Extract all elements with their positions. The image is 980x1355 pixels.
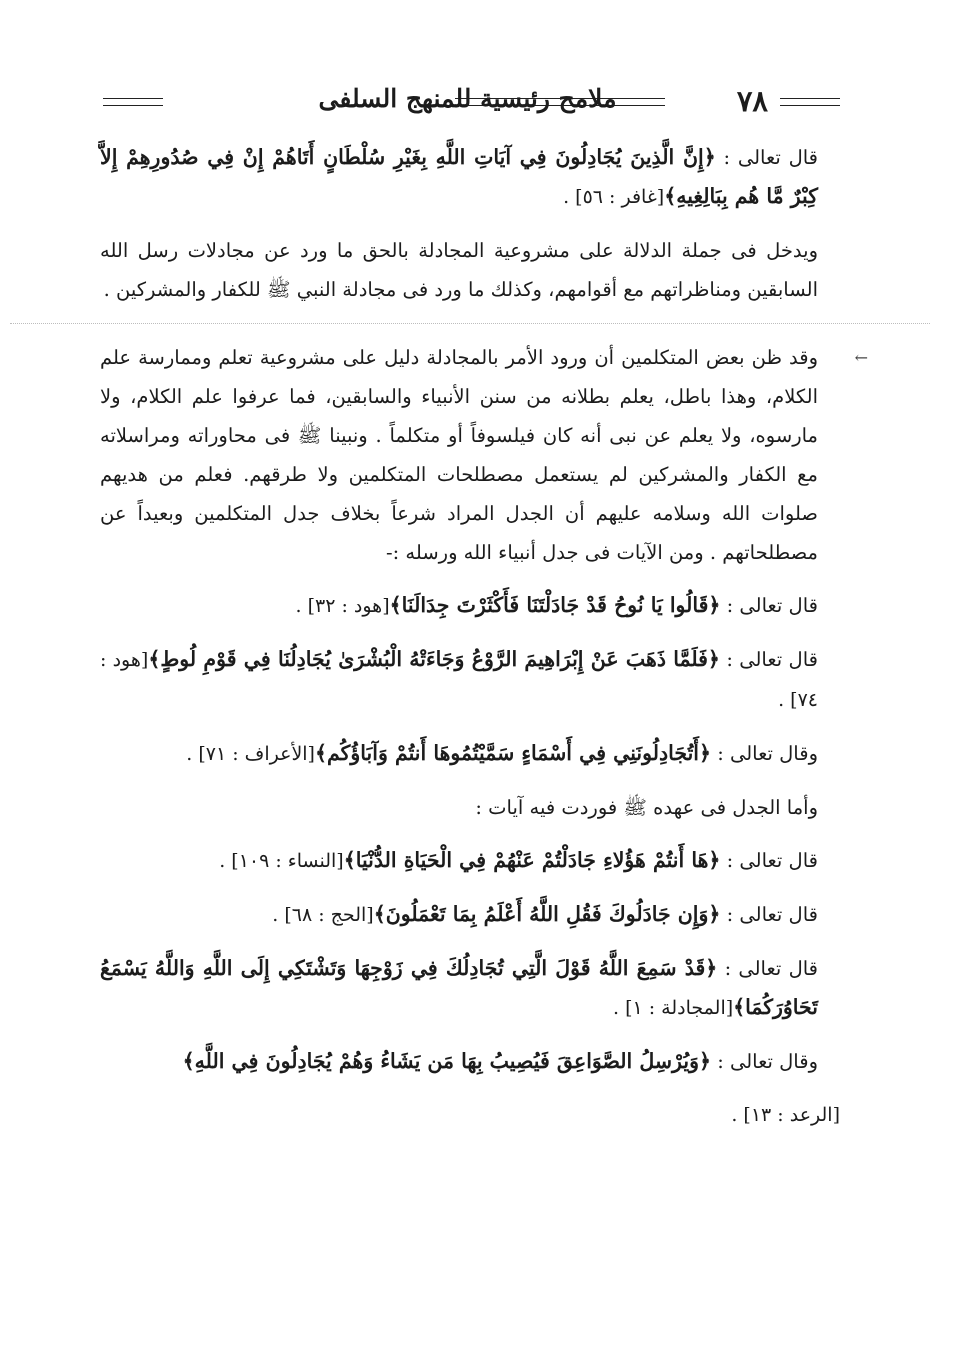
verse-reference: [هود : ٣٢] . <box>295 595 390 617</box>
verse-block <box>100 640 840 720</box>
quran-verse: ﴿قَالُوا يَا نُوحُ قَدْ جَادَلْتَنَا فَأَكْثَرْتَ جِدَالَنَا﴾ <box>389 593 721 617</box>
verse-intro: قال تعالى : <box>726 594 818 617</box>
paragraph: وأما الجدل فى عهده ﷺ فوردت فيه آيات : <box>475 796 818 819</box>
verse-intro: قال تعالى : <box>724 957 819 980</box>
paragraph-text: وقد ظن بعض المتكلمين أن ورود الأمر بالمجادلة دليل على مشروعية تعلم وممارسة علم الكلام، وهذا باطل، يعلم بطلانه من سنن الأنبياء والسابقين، فما عرفوا علم الكلام، ولا مارسوه، ولا يعلم عن نبى أنه كان فيلسوفاً أو متكلماً . ونبينا ﷺ فى محاوراته ومراسلاته مع الكفار والمشركين لم يستعمل مصطلحات المتكلمين ولا طرقهم. فعلم من هديهم صلوات الله وسلامه عليهم أن الجدل المراد شرعاً بخلاف جدل المتكلمين وبعيداً عن مصطلحاتهم . ومن الآيات فى جدل أنبياء الله ورسله :- <box>100 346 818 564</box>
verse-reference: [النساء : ١٠٩] . <box>219 850 344 872</box>
page-body <box>100 138 868 1149</box>
verse-block <box>100 949 840 1028</box>
verse-reference: [المجادلة : ١] . <box>612 997 734 1019</box>
header-rule-left <box>103 98 163 106</box>
verse-reference: [هود : ٧٤] . <box>100 649 818 711</box>
verse-block <box>100 841 840 881</box>
verse-intro: قال تعالى : <box>726 903 818 926</box>
page-header <box>95 82 840 124</box>
header-rule-right <box>780 98 840 106</box>
verse-intro: قال تعالى : <box>723 146 819 169</box>
verse-block <box>100 895 840 935</box>
verse-block <box>100 734 840 774</box>
paragraph <box>100 338 868 572</box>
paragraph: ويدخل فى جملة الدلالة على مشروعية المجادلة بالحق ما ورد عن مجادلات رسل الله السابقين ومناظراتهم مع أقوامهم، وكذلك ما ورد فى مجادلة النبي ﷺ للكفار والمشركين . <box>100 239 818 301</box>
verse-block <box>100 1042 840 1081</box>
verse-intro: قال تعالى : <box>726 648 818 671</box>
verse-block <box>100 138 840 217</box>
verse-block <box>100 586 840 626</box>
quran-verse: ﴿هَا أَنتُمْ هَؤُلاءِ جَادَلْتُمْ عَنْهُمْ فِي الْحَيَاةِ الدُّنْيَا﴾ <box>343 848 721 872</box>
verse-reference: [الحج : ٦٨] . <box>272 904 374 926</box>
verse-intro: قال تعالى : <box>726 849 818 872</box>
verse-reference: [غافر : ٥٦] . <box>563 186 665 208</box>
quran-verse: ﴿وَيُرْسِلُ الصَّوَاعِقَ فَيُصِيبُ بِهَا مَن يَشَاءُ وَهُمْ يُجَادِلُونَ فِي اللَّهِ﴾ <box>182 1049 711 1073</box>
page-number: ٧٨ <box>736 84 768 118</box>
scan-divider <box>10 323 930 324</box>
margin-arrow-icon: ← <box>854 348 868 367</box>
quran-verse: ﴿فَلَمَّا ذَهَبَ عَنْ إِبْرَاهِيمَ الرَّوْعُ وَجَاءَتْهُ الْبُشْرَىٰ يُجَادِلُنَا فِي قَوْمِ لُوطٍ﴾ <box>148 647 720 671</box>
verse-reference: [الأعراف : ٧١] . <box>186 743 315 765</box>
quran-verse: ﴿إِنَّ الَّذِينَ يُجَادِلُونَ فِي آيَاتِ اللَّهِ بِغَيْرِ سُلْطَانٍ أَتَاهُمْ إِنْ فِي صُدُورِهِمْ إِلاَّ كِبْرٌ مَّا هُم بِبَالِغِيهِ﴾ <box>100 145 818 208</box>
verse-reference-line <box>100 1095 840 1135</box>
quran-verse: ﴿قَدْ سَمِعَ اللَّهُ قَوْلَ الَّتِي تُجَادِلُكَ فِي زَوْجِهَا وَتَشْتَكِي إِلَى اللَّهِ وَاللَّهُ يَسْمَعُ تَحَاوُرَكُمَا﴾ <box>100 956 818 1019</box>
verse-reference: [الرعد : ١٣] . <box>731 1104 840 1126</box>
verse-intro: وقال تعالى : <box>717 742 818 765</box>
verse-intro: وقال تعالى : <box>717 1050 818 1073</box>
quran-verse: ﴿وَإِن جَادَلُوكَ فَقُلِ اللَّهُ أَعْلَمُ بِمَا تَعْمَلُونَ﴾ <box>373 902 721 926</box>
quran-verse: ﴿أَتُجَادِلُونَنِي فِي أَسْمَاءٍ سَمَّيْتُمُوهَا أَنتُمْ وَآبَاؤُكُم﴾ <box>314 741 711 765</box>
running-title: ملامح رئيسية للمنهج السلفى <box>318 84 617 113</box>
